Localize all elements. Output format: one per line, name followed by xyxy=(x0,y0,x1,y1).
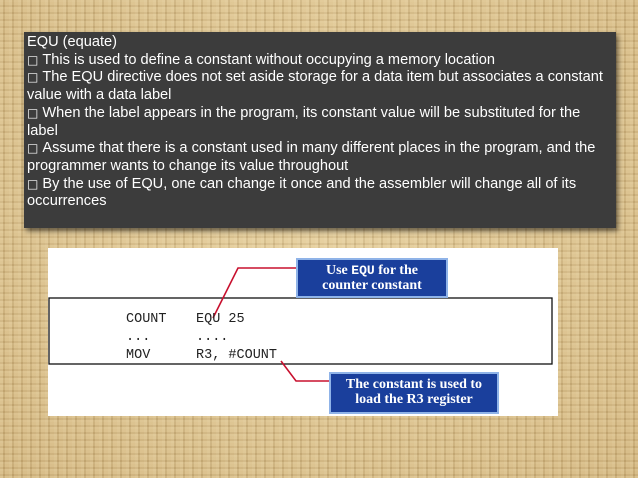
leader-line-top xyxy=(213,268,296,318)
code-box xyxy=(49,298,552,364)
text-panel xyxy=(24,32,616,228)
heading: EQU (equate) xyxy=(27,34,118,50)
bullet-icon: □ xyxy=(27,141,39,156)
bullet-item: □ Assume that there is a constant used in many different places in the program, and the programmer wants to change its value throughout xyxy=(27,140,596,174)
bullet-icon: □ xyxy=(27,105,39,120)
callout-constant-used: The constant is used to load the R3 register xyxy=(329,372,499,414)
code-label: MOV xyxy=(126,348,151,363)
code-operand: .... xyxy=(196,330,229,345)
callout-use-equ: Use EQU for the counter constant xyxy=(296,258,448,298)
code-operand: R3, #COUNT xyxy=(196,348,278,363)
bullet-icon: □ xyxy=(27,52,39,67)
bullet-item: □ The EQU directive does not set aside storage for a data item but associates a constant value with a data label xyxy=(27,69,603,104)
bullet-item: □ This is used to define a constant without occupying a memory location xyxy=(27,51,495,68)
code-operand: EQU 25 xyxy=(196,312,245,327)
bullet-item: □ When the label appears in the program, its constant value will be substituted for the label xyxy=(27,104,581,139)
code-label: COUNT xyxy=(126,312,167,327)
bullet-icon: □ xyxy=(27,176,39,191)
bullet-icon: □ xyxy=(27,70,39,85)
equ-figure xyxy=(48,248,558,416)
bullet-item: □ By the use of EQU, one can change it once and the assembler will change all of its occurrences xyxy=(27,175,577,210)
code-label: ... xyxy=(126,330,151,345)
